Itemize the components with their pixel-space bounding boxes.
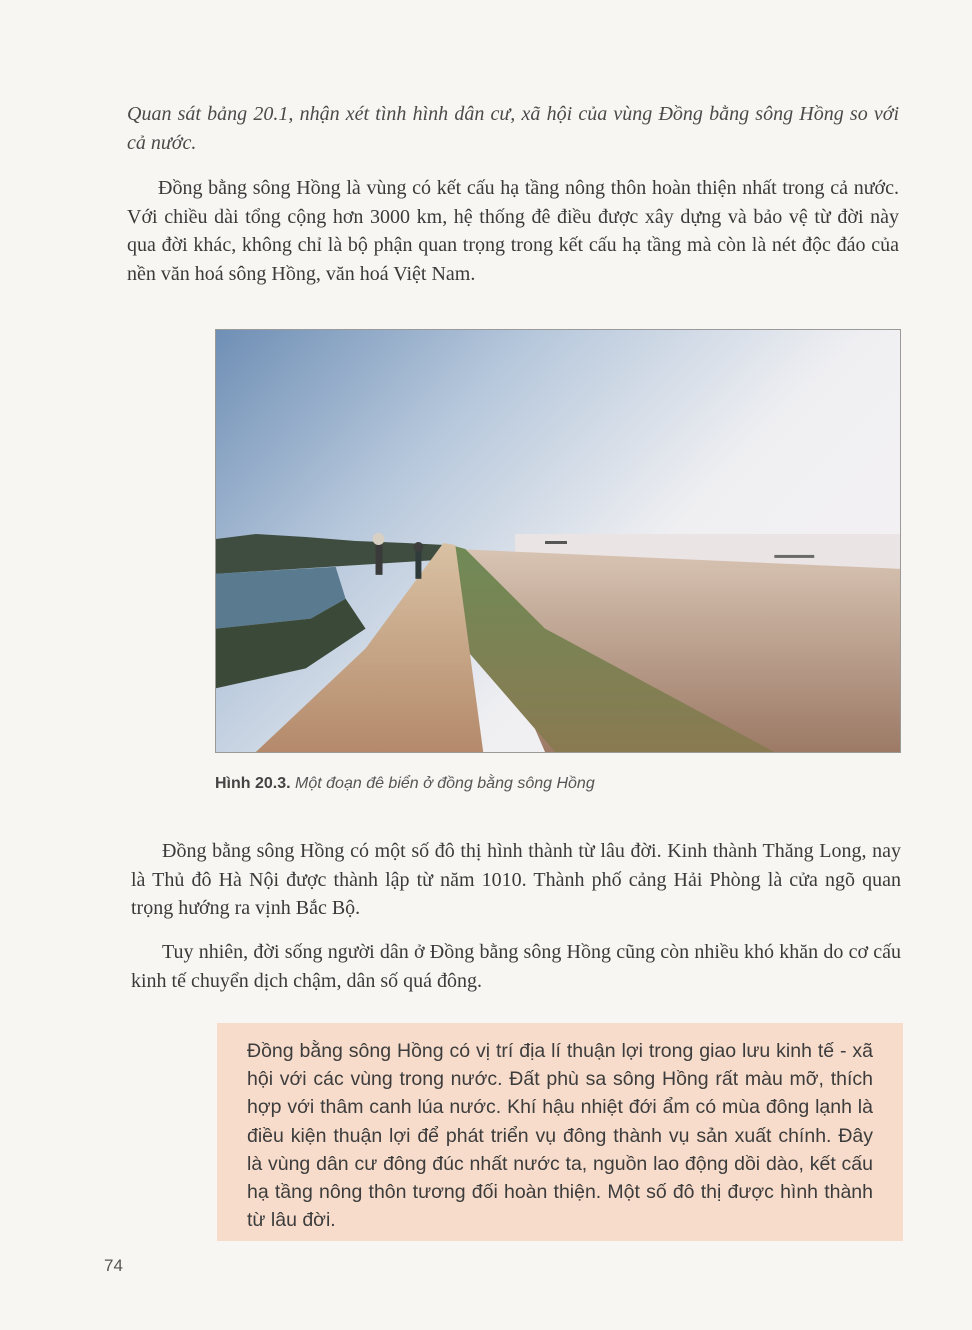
paragraph-difficulties: Tuy nhiên, đời sống người dân ở Đồng bằng sông Hồng cũng còn nhiều khó khăn do cơ cấu kinh tế chuyển dịch chậm, dân số quá đông. — [131, 941, 901, 992]
dyke-photo — [215, 329, 901, 753]
sea-dyke-image — [216, 330, 900, 752]
summary-text: Đồng bằng sông Hồng có vị trí địa lí thuận lợi trong giao lưu kinh tế - xã hội với các vùng trong nước. Đất phù sa sông Hồng rất màu mỡ, thích hợp với thâm canh lúa nước. Khí hậu nhiệt đới ẩm có mùa đông lạnh là điều kiện thuận lợi để phát triển vụ đông thành vụ sản xuất chính. Đây là vùng dân cư đông đúc nhất nước ta, nguồn lao động dồi dào, kết cấu hạ tầng nông thôn tương đối hoàn thiện. Một số đô thị được hình thành từ lâu đời. — [247, 1040, 873, 1232]
paragraph-dyke-system: Đồng bằng sông Hồng là vùng có kết cấu hạ tầng nông thôn hoàn thiện nhất trong cả nước. Với chiều dài tổng cộng hơn 3000 km, hệ thống đê điều được xây dựng và bảo vệ từ đời này qua đời khác, không chỉ là bộ phận quan trọng trong kết cấu hạ tầng mà còn là nét độc đáo của nền văn hoá sông Hồng, văn hoá Việt Nam. — [127, 177, 899, 285]
summary-box — [217, 1023, 903, 1241]
figure-label: Hình 20.3. — [215, 775, 291, 792]
page-number: 74 — [104, 1256, 123, 1275]
question-prompt: Quan sát bảng 20.1, nhận xét tình hình dân cư, xã hội của vùng Đồng bằng sông Hồng so với cả nước. — [127, 103, 899, 154]
paragraph-cities: Đồng bằng sông Hồng có một số đô thị hình thành từ lâu đời. Kinh thành Thăng Long, nay là Thủ đô Hà Nội được thành lập từ năm 1010. Thành phố cảng Hải Phòng là cửa ngõ quan trọng hướng ra vịnh Bắc Bộ. — [131, 840, 901, 919]
figure-caption — [215, 775, 595, 793]
figure-caption-text: Một đoạn đê biển ở đồng bằng sông Hồng — [295, 775, 595, 792]
